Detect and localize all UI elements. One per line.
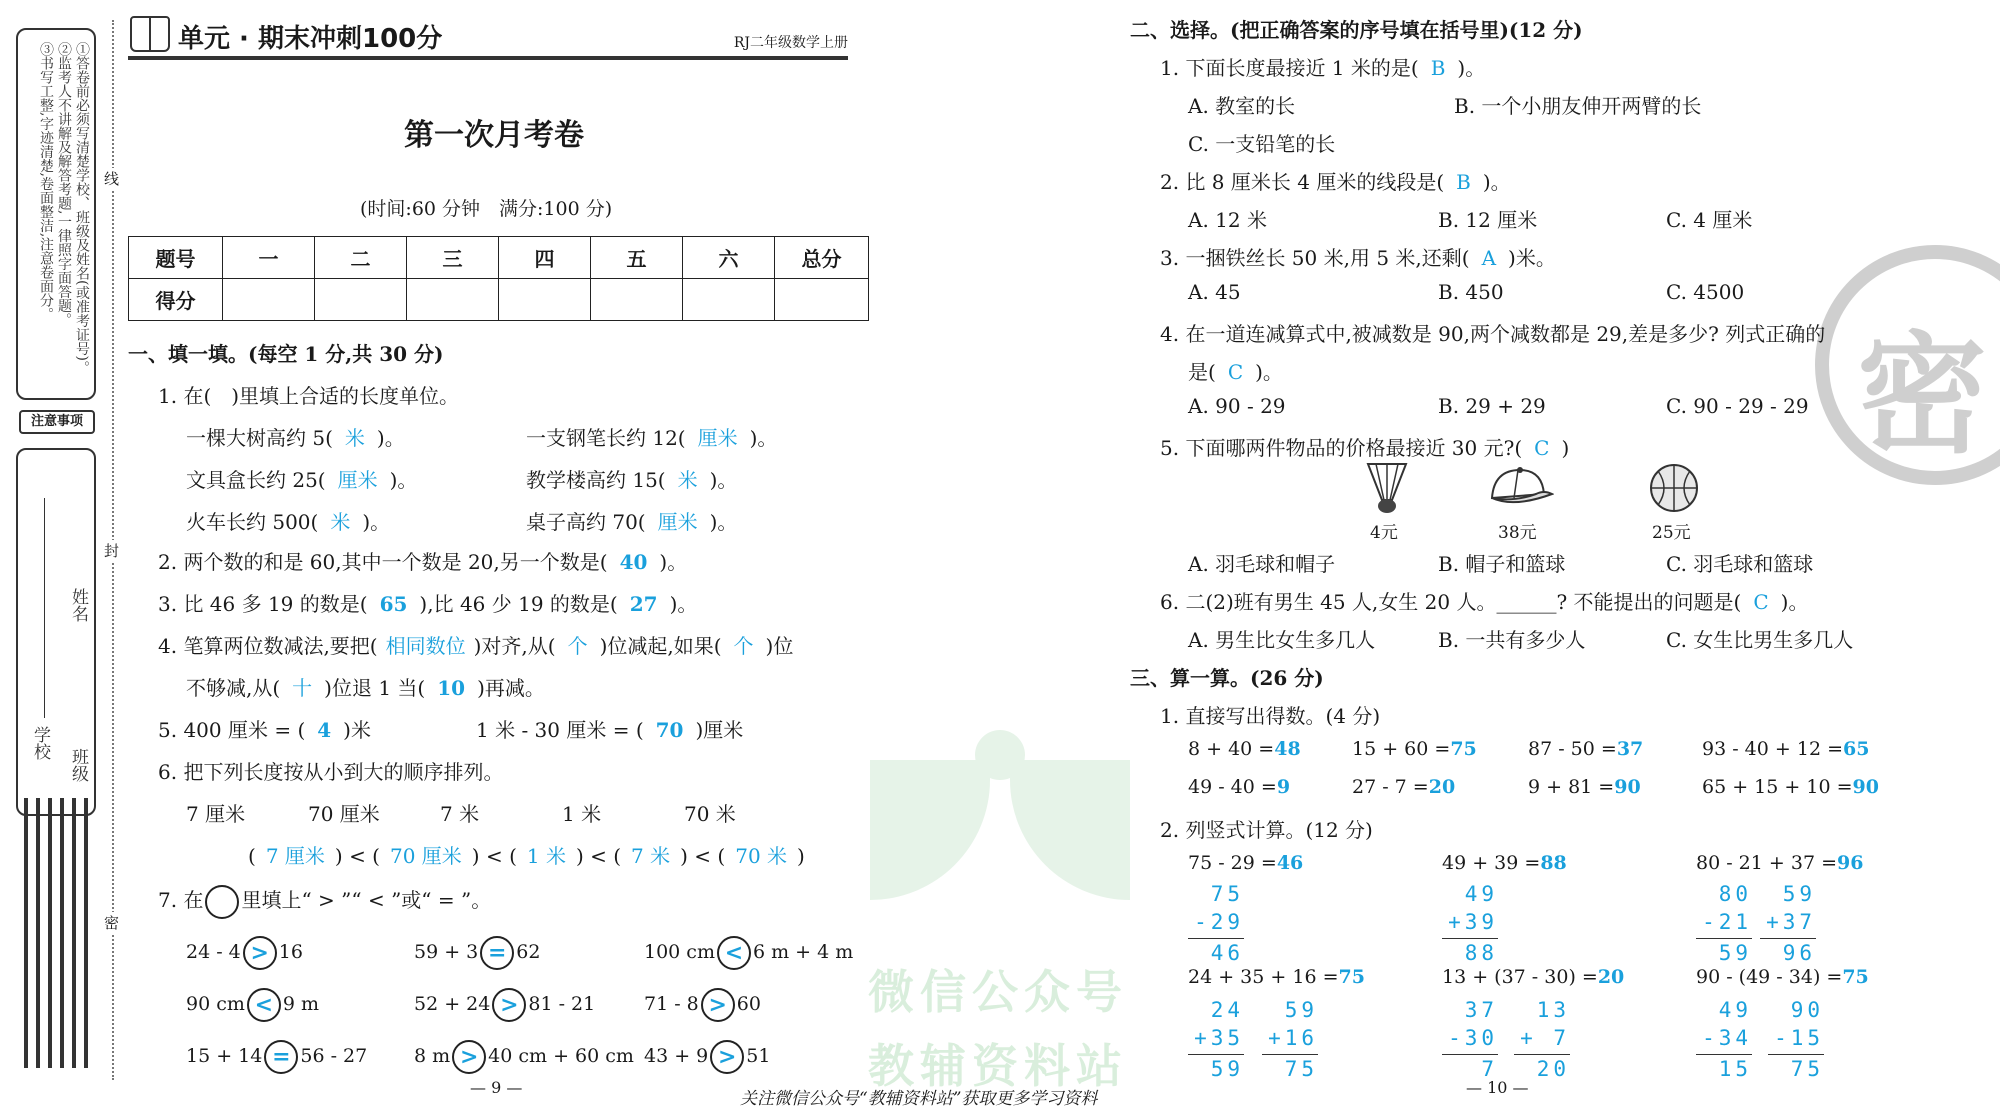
score-head-label: 题号	[129, 237, 223, 279]
vertical-work: 59 +37 96	[1760, 880, 1816, 967]
column-calc: 90 - (49 - 34) =75	[1696, 966, 1869, 988]
compare-item: 52 + 24 > 81 - 21	[414, 988, 595, 1022]
mental-calc: 65 + 15 + 10 =90	[1702, 776, 1879, 798]
mental-calc: 9 + 81 =90	[1528, 776, 1641, 798]
seal-word-xian: 线	[104, 170, 120, 188]
cap-icon	[1484, 464, 1554, 512]
p2-q4-opt: B. 29 + 29	[1438, 394, 1546, 418]
p2-q6-opt: A. 男生比女生多几人	[1188, 628, 1376, 652]
p1-q1-item: 教学楼高约 15( 米 )。	[526, 468, 738, 492]
p2-q4-opt: A. 90 - 29	[1188, 394, 1286, 418]
column-calc: 75 - 29 =46	[1188, 852, 1304, 874]
notice-line-3: ③书写工整,字迹清楚,卷面整洁,注意卷面分。	[38, 42, 54, 322]
p1-q1-stem: 1. 在( )里填上合适的长度单位。	[158, 384, 460, 408]
p1-q4-line2: 不够减,从( 十 )位退 1 当( 10 )再减。	[186, 676, 545, 700]
score-row-label: 得分	[129, 279, 223, 321]
p2-q6-opt: B. 一共有多少人	[1438, 628, 1586, 652]
shuttlecock-icon	[1362, 460, 1412, 516]
price-cap: 38元	[1498, 523, 1537, 543]
p1-q6-item: 70 米	[684, 802, 736, 826]
mental-calc: 93 - 40 + 12 =65	[1702, 738, 1870, 760]
p3-q2-stem: 2. 列竖式计算。(12 分)	[1160, 818, 1373, 842]
p1-q7-stem: 7. 在 里填上“ > ”“ < ”或“ = ”。	[158, 884, 491, 919]
watermark-logo-icon	[870, 730, 1130, 930]
compare-item: 24 - 4 > 16	[186, 936, 303, 970]
p1-q1-item: 桌子高约 70( 厘米 )。	[526, 510, 738, 534]
p3-q1-stem: 1. 直接写出得数。(4 分)	[1160, 704, 1381, 728]
field-school: 学校	[30, 498, 60, 778]
score-head-5: 五	[591, 237, 683, 279]
p2-q4-line2: 是( C )。	[1188, 360, 1283, 384]
mental-calc: 49 - 40 =9	[1188, 776, 1291, 798]
exam-meta: (时间:60 分钟 满分:100 分)	[360, 198, 613, 220]
p1-q1-item: 一支钢笔长约 12( 厘米 )。	[526, 426, 778, 450]
p2-q1-opt: C. 一支铅笔的长	[1188, 132, 1336, 156]
score-cell[interactable]	[775, 279, 869, 321]
vertical-work: 49 -34 15	[1696, 996, 1752, 1083]
header-rule	[128, 56, 848, 60]
score-cell[interactable]	[407, 279, 499, 321]
score-head-total: 总分	[775, 237, 869, 279]
p1-q6-item: 7 米	[440, 802, 480, 826]
column-calc: 80 - 21 + 37 =96	[1696, 852, 1864, 874]
p2-q2-opt: B. 12 厘米	[1438, 208, 1538, 232]
mental-calc: 27 - 7 =20	[1352, 776, 1456, 798]
vertical-work: 90 -15 75	[1768, 996, 1824, 1083]
vertical-work: 24 +35 59	[1188, 996, 1244, 1083]
empty-circle-icon	[205, 885, 239, 919]
part2-heading: 二、选择。(把正确答案的序号填在括号里)(12 分)	[1130, 18, 1583, 42]
price-shuttlecock: 4元	[1370, 523, 1398, 543]
p1-q1-item: 文具盒长约 25( 厘米 )。	[186, 468, 418, 492]
watermark-line1: 微信公众号	[868, 965, 1128, 1019]
compare-item: 59 + 3 = 62	[414, 936, 540, 970]
p2-q5-opt: C. 羽毛球和篮球	[1666, 552, 1814, 576]
p2-q1-opt: B. 一个小朋友伸开两臂的长	[1454, 94, 1702, 118]
seal-word-mi: 密	[104, 914, 120, 932]
page-number-right: — 10 —	[1466, 1078, 1529, 1097]
p2-q5-opt: A. 羽毛球和帽子	[1188, 552, 1336, 576]
field-class: 班级	[68, 748, 88, 782]
header-logo-text: 单元 · 期末冲刺100分	[178, 24, 443, 54]
p1-q1-item: 一棵大树高约 5( 米 )。	[186, 426, 405, 450]
p2-q1-opt: A. 教室的长	[1188, 94, 1296, 118]
p2-q5-opt: B. 帽子和篮球	[1438, 552, 1566, 576]
column-calc: 24 + 35 + 16 =75	[1188, 966, 1365, 988]
header-grade-tag: RJ二年级数学上册	[733, 35, 848, 51]
mental-calc: 15 + 60 =75	[1352, 738, 1477, 760]
p1-q6-item: 7 厘米	[186, 802, 246, 826]
p1-q6-stem: 6. 把下列长度按从小到大的顺序排列。	[158, 760, 504, 784]
p2-q2: 2. 比 8 厘米长 4 厘米的线段是( B )。	[1160, 170, 1511, 194]
score-head-6: 六	[683, 237, 775, 279]
exam-title: 第一次月考卷	[404, 118, 584, 153]
p2-q3-opt: C. 4500	[1666, 280, 1745, 304]
compare-item: 90 cm < 9 m	[186, 988, 319, 1022]
p2-q6-opt: C. 女生比男生多几人	[1666, 628, 1854, 652]
mental-calc: 87 - 50 =37	[1528, 738, 1644, 760]
p2-q5: 5. 下面哪两件物品的价格最接近 30 元?( C )	[1160, 436, 1570, 460]
p2-q1: 1. 下面长度最接近 1 米的是( B )。	[1160, 56, 1486, 80]
compare-item: 43 + 9 > 51	[644, 1040, 770, 1074]
score-table	[128, 236, 869, 321]
vertical-work: 49 +39 88	[1442, 880, 1498, 967]
p1-q4-line1: 4. 笔算两位数减法,要把( 相同数位 )对齐,从( 个 )位减起,如果( 个 )位	[158, 634, 794, 658]
vertical-work: 37 -30 7	[1442, 996, 1498, 1083]
notice-title: 注意事项	[19, 410, 95, 434]
vertical-work: 59 +16 75	[1262, 996, 1318, 1083]
score-cell[interactable]	[315, 279, 407, 321]
score-head-3: 三	[407, 237, 499, 279]
p1-q6-item: 70 厘米	[308, 802, 380, 826]
seal-word-feng: 封	[104, 542, 120, 560]
column-calc: 13 + (37 - 30) =20	[1442, 966, 1625, 988]
score-cell[interactable]	[683, 279, 775, 321]
p1-q3: 3. 比 46 多 19 的数是( 65 ),比 46 少 19 的数是( 27 )。	[158, 592, 698, 616]
score-head-4: 四	[499, 237, 591, 279]
field-name: 姓名	[68, 588, 88, 622]
score-cell[interactable]	[591, 279, 683, 321]
part3-heading: 三、算一算。(26 分)	[1130, 666, 1324, 690]
compare-item: 15 + 14 = 56 - 27	[186, 1040, 367, 1074]
vertical-work: 80 -21 59	[1696, 880, 1752, 967]
p1-q6-item: 1 米	[562, 802, 602, 826]
p2-q2-opt: A. 12 米	[1188, 208, 1267, 232]
p2-q2-opt: C. 4 厘米	[1666, 208, 1753, 232]
p2-q4-opt: C. 90 - 29 - 29	[1666, 394, 1809, 418]
watermark-line2: 教辅资料站	[868, 1039, 1128, 1093]
compare-item: 71 - 8 > 60	[644, 988, 761, 1022]
basketball-icon	[1648, 462, 1700, 514]
score-head-2: 二	[315, 237, 407, 279]
notice-line-2: ②监考人不讲解及解答考题,一律照字面答题。	[56, 42, 72, 327]
header-logo	[128, 14, 848, 58]
compare-item: 8 m > 40 cm + 60 cm	[414, 1040, 634, 1074]
p2-q3: 3. 一捆铁丝长 50 米,用 5 米,还剩( A )米。	[1160, 246, 1556, 270]
notice-line-1: ①答卷前必须写清楚学校、班级及姓名(或准考证号)。	[74, 42, 90, 375]
p1-q5b: 1 米 - 30 厘米 = ( 70 )厘米	[476, 718, 744, 742]
score-cell[interactable]	[223, 279, 315, 321]
p1-q5a: 5. 400 厘米 = ( 4 )米	[158, 718, 371, 742]
p2-q3-opt: B. 450	[1438, 280, 1504, 304]
book-icon-spine	[149, 18, 151, 50]
score-cell[interactable]	[499, 279, 591, 321]
p2-q6: 6. 二(2)班有男生 45 人,女生 20 人。______? 不能提出的问题是( C )。	[1160, 590, 1809, 614]
score-head-1: 一	[223, 237, 315, 279]
compare-item: 100 cm < 6 m + 4 m	[644, 936, 853, 970]
p1-q6-answer: ( 7 厘米 ) < ( 70 厘米 ) < ( 1 米 ) < ( 7 米 ) < ( 70 米 )	[248, 844, 805, 868]
p2-q3-opt: A. 45	[1188, 280, 1241, 304]
secret-stamp: 密	[1815, 245, 2000, 485]
binding-rules	[24, 798, 94, 1068]
page-number-left: — 9 —	[470, 1078, 523, 1097]
p2-q4-line1: 4. 在一道连减算式中,被减数是 90,两个减数都是 29,差是多少? 列式正确的	[1160, 322, 1826, 346]
price-basketball: 25元	[1652, 523, 1691, 543]
vertical-work: 75 -29 46	[1188, 880, 1244, 967]
mental-calc: 8 + 40 =48	[1188, 738, 1301, 760]
binding-margin	[16, 28, 98, 1073]
part1-heading: 一、填一填。(每空 1 分,共 30 分)	[128, 342, 444, 366]
footer-promo: 关注微信公众号“教辅资料站”获取更多学习资料	[740, 1089, 1098, 1109]
vertical-work: 13 + 7 20	[1514, 996, 1570, 1083]
p1-q1-item: 火车长约 500( 米 )。	[186, 510, 391, 534]
column-calc: 49 + 39 =88	[1442, 852, 1567, 874]
p1-q2: 2. 两个数的和是 60,其中一个数是 20,另一个数是( 40 )。	[158, 550, 688, 574]
